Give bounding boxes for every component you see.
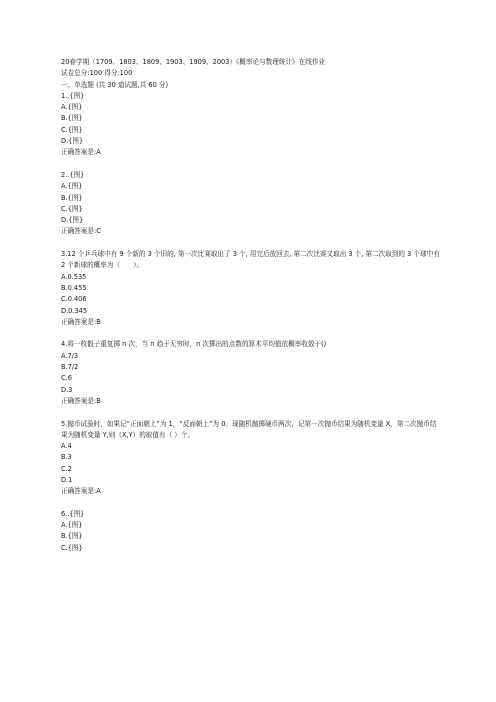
option-a: A.{图} bbox=[61, 182, 83, 191]
correct-answer: 正确答案是:C bbox=[61, 227, 101, 236]
option-b: B.0.455 bbox=[61, 283, 87, 292]
option-b: B.3 bbox=[61, 453, 72, 462]
option-c: C.6 bbox=[61, 374, 72, 383]
option-d: D.{图} bbox=[61, 216, 84, 225]
option-a: A.0.535 bbox=[61, 272, 87, 281]
score-line: 试卷总分:100 得分:100 bbox=[61, 69, 133, 78]
spacer bbox=[61, 159, 441, 170]
option-c: C.{图} bbox=[61, 543, 83, 552]
option-a: A.{图} bbox=[61, 103, 83, 112]
option-d: D.1 bbox=[61, 475, 73, 484]
option-a: A.7/3 bbox=[61, 351, 79, 360]
question-4 bbox=[61, 339, 441, 407]
question-stem: 3.12 个乒乓球中有 9 个新的 3 个旧的, 第一次比赛取出了 3 个, 用完后放回去, 第二次比赛又取出 3 个, 第二次取到的 3 个球中有 2 个新球的概率为（ ）。 bbox=[61, 250, 440, 270]
question-stem: 5.抛币试验时，如果记“正面朝上”为 1，“反面朝上”为 0。现随机抛掷硬币两次，记第一次抛币结果为随机变量 X，第二次抛币结果为随机变量 Y,则（X,Y）的取值有（ ）个。 bbox=[61, 419, 437, 439]
option-d: D.{图} bbox=[61, 137, 84, 146]
question-stem: 6..{图} bbox=[61, 509, 85, 518]
question-3 bbox=[61, 249, 441, 328]
question-5 bbox=[61, 419, 441, 498]
question-6 bbox=[61, 509, 441, 554]
option-c: C.2 bbox=[61, 464, 72, 473]
option-d: D.3 bbox=[61, 385, 73, 394]
option-c: C.0.406 bbox=[61, 295, 87, 304]
correct-answer: 正确答案是:A bbox=[61, 487, 101, 496]
option-b: B.7/2 bbox=[61, 363, 79, 372]
document-title: 20春学期（1709、1803、1809、1903、1909、2003）《概率论与数理统计》在线作业 bbox=[61, 58, 326, 66]
option-a: A.{图} bbox=[61, 521, 83, 530]
option-b: B.{图} bbox=[61, 193, 83, 202]
option-c: C.{图} bbox=[61, 204, 83, 213]
question-stem: 4.将一枚骰子重复掷 n 次，当 n 趋于无穷时，n 次掷出的点数的算术平均值依概率收敛于() bbox=[61, 340, 327, 349]
correct-answer: 正确答案是:B bbox=[61, 396, 101, 405]
spacer bbox=[61, 328, 441, 339]
spacer bbox=[61, 498, 441, 509]
spacer bbox=[61, 238, 441, 249]
option-c: C.{图} bbox=[61, 125, 83, 134]
option-b: B.{图} bbox=[61, 532, 83, 541]
spacer bbox=[61, 407, 441, 418]
question-stem: 1..{图} bbox=[61, 91, 85, 100]
section-heading: 一、单选题 (共 30 道试题,共 60 分) bbox=[61, 80, 169, 89]
question-1 bbox=[61, 91, 441, 159]
option-a: A.4 bbox=[61, 442, 72, 451]
document-content bbox=[61, 57, 441, 554]
option-d: D.0.345 bbox=[61, 306, 88, 315]
correct-answer: 正确答案是:A bbox=[61, 148, 101, 157]
option-b: B.{图} bbox=[61, 114, 83, 123]
question-stem: 2..{图} bbox=[61, 170, 85, 179]
correct-answer: 正确答案是:B bbox=[61, 317, 101, 326]
question-2 bbox=[61, 170, 441, 238]
